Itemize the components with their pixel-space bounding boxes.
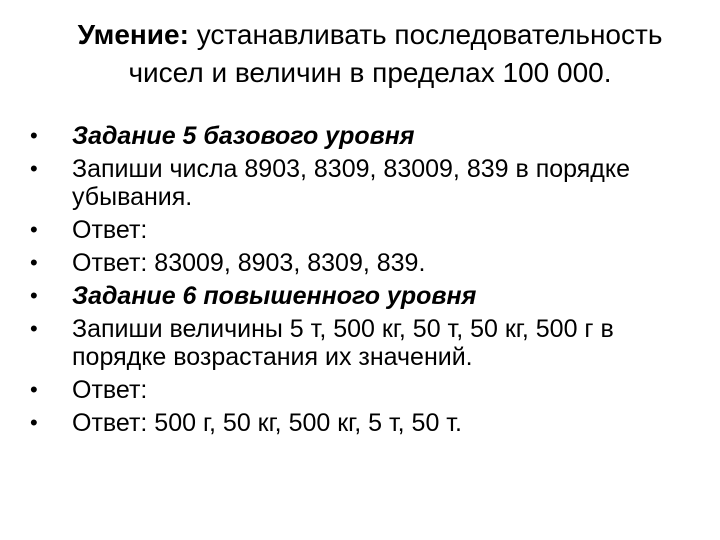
bullet-icon: • [30,217,38,242]
item-text: Запиши числа 8903, 8309, 83009, 839 в порядке убывания. [72,155,631,211]
bullet-icon: • [30,250,38,275]
list-item [30,315,700,371]
list-item [30,249,700,277]
bullet-icon: • [30,123,38,148]
bullet-icon: • [30,316,38,341]
item-text: Запиши величины 5 т, 500 кг, 50 т, 50 кг, 500 г в порядке возрастания их значений. [72,315,614,371]
task-heading: Задание 5 базового уровня [72,122,415,150]
list-item [30,155,700,211]
bullet-icon: • [30,377,38,402]
slide-title [40,16,700,92]
title-line2-text: чисел и величин в пределах 100 000. [128,57,612,88]
bullet-icon: • [30,283,38,308]
bullet-icon: • [30,410,38,435]
title-label: Умение: [77,19,189,50]
task-heading: Задание 6 повышенного уровня [72,282,477,310]
list-item [30,409,700,437]
title-line1-text: устанавливать последовательность [188,19,663,50]
bullet-icon: • [30,156,38,181]
list-item [30,122,700,150]
bullet-list [30,122,700,442]
item-text: Ответ: 500 г, 50 кг, 500 кг, 5 т, 50 т. [72,409,462,437]
list-item [30,376,700,404]
item-text: Ответ: [72,376,148,404]
item-text: Ответ: 83009, 8903, 8309, 839. [72,249,426,277]
list-item [30,216,700,244]
list-item [30,282,700,310]
item-text: Ответ: [72,216,148,244]
